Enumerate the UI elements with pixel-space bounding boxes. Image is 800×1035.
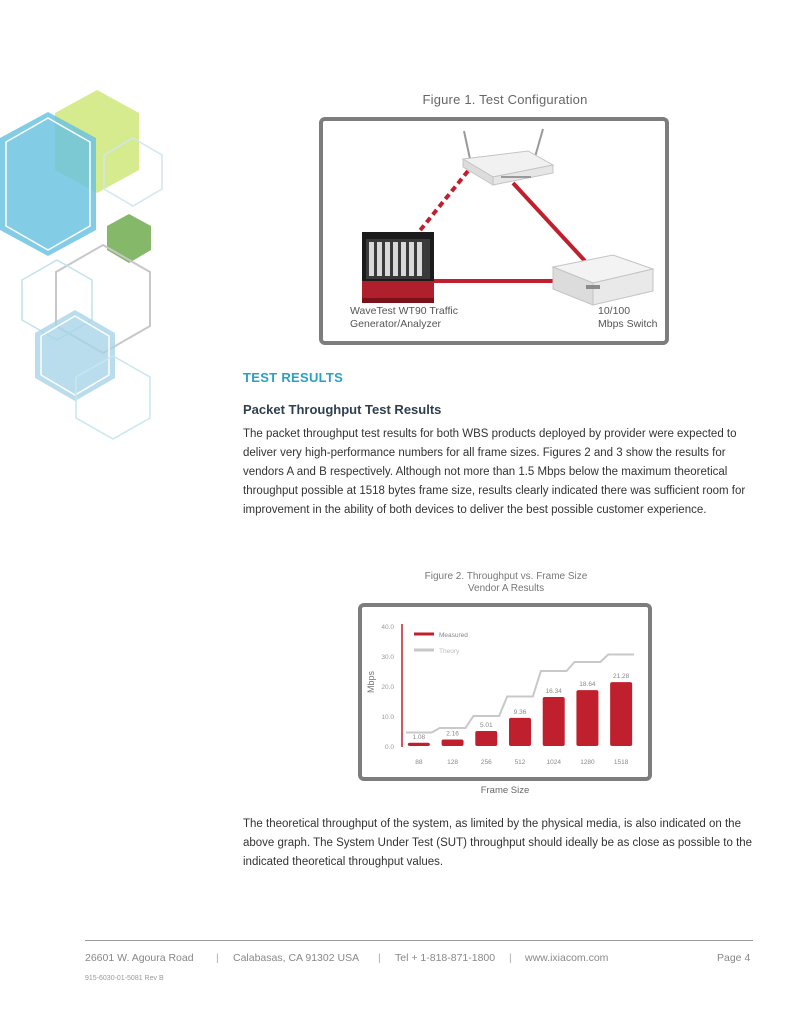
x-tick-label: 512 [514, 759, 526, 766]
bar-128 [442, 740, 464, 746]
legend-theory-label: Theory [439, 648, 460, 655]
bar-1518 [610, 682, 632, 746]
bar-512 [509, 718, 531, 746]
footer-divider [85, 940, 753, 941]
footer-web-link[interactable]: www.ixiacom.com [525, 952, 609, 964]
bar-88 [408, 743, 430, 746]
y-tick-label: 30.0 [381, 654, 394, 661]
sub-heading: Packet Throughput Test Results [243, 402, 442, 417]
paragraph-2: The theoretical throughput of the system, as limited by the physical media, is also indicated on the above graph. The System Under Test (SUT) throughput should ideally be as close as possible to the indicated theoretical throughput values. [243, 818, 753, 868]
bar-1024 [543, 697, 565, 746]
x-tick-label: 1518 [613, 759, 629, 766]
bar-256 [475, 731, 497, 746]
x-tick-label: 1024 [546, 759, 561, 766]
section-heading: TEST RESULTS [243, 370, 344, 385]
y-tick-label: 20.0 [381, 684, 394, 691]
figure2-caption-line1: Figure 2. Throughput vs. Frame Size [424, 571, 588, 582]
network-switch-icon [553, 255, 653, 305]
legend-measured-label: Measured [439, 632, 468, 639]
data-label: 9.36 [513, 708, 527, 716]
paragraph-1: The packet throughput test results for both WBS products deployed by provider were expected to deliver very high-performance numbers for all frame sizes. Figures 2 and 3 show the results for vendors A and B respectively. Although not more than 1.5 Mbps below the maximum theoretical throughput possible at 1518 bytes frame size, results clearly indicated there was sufficient room for improvement in the ability of both devices to deliver the best possible customer experience. [243, 428, 746, 516]
router-switch-link [513, 183, 585, 261]
document-number: 915-6030-01-5081 Rev B [85, 975, 164, 982]
figure2-caption-line2: Vendor A Results [467, 583, 545, 594]
x-tick-label: 128 [447, 759, 459, 766]
y-axis-title: Mbps [366, 670, 376, 693]
footer-separator: | [216, 952, 219, 964]
footer-separator: | [509, 952, 512, 964]
figure2-caption [360, 571, 652, 595]
data-label: 16.34 [545, 687, 562, 695]
footer-page-number: Page 4 [717, 952, 751, 964]
data-label: 18.64 [579, 681, 596, 689]
data-label: 21.28 [613, 673, 630, 681]
chassis-analyzer-icon [362, 232, 434, 303]
data-label: 2.16 [446, 730, 459, 738]
switch-label: 10/100 Mbps Switch [598, 305, 658, 330]
y-tick-label: 0.0 [384, 744, 394, 751]
x-tick-label: 1280 [580, 759, 595, 766]
data-label: 5.01 [479, 721, 493, 729]
throughput-chart [362, 607, 648, 777]
y-tick-label: 10.0 [381, 714, 394, 721]
analyzer-label: WaveTest WT90 Traffic Generator/Analyzer [350, 305, 458, 330]
bar-1280 [576, 690, 598, 746]
x-tick-label: 88 [415, 759, 423, 766]
wireless-router-icon [463, 129, 553, 185]
data-label: 1.08 [412, 733, 426, 741]
wireless-link [418, 171, 468, 233]
x-tick-label: 256 [480, 759, 492, 766]
y-tick-label: 40.0 [381, 624, 394, 631]
footer-address: 26601 W. Agoura Road [85, 952, 194, 964]
x-axis-title: Frame Size [480, 785, 530, 796]
footer-city: Calabasas, CA 91302 USA [233, 952, 360, 964]
footer-tel: Tel + 1-818-871-1800 [395, 952, 496, 964]
footer-separator: | [378, 952, 381, 964]
figure1-caption: Figure 1. Test Configuration [422, 92, 588, 107]
hexagon-decoration [0, 80, 180, 450]
